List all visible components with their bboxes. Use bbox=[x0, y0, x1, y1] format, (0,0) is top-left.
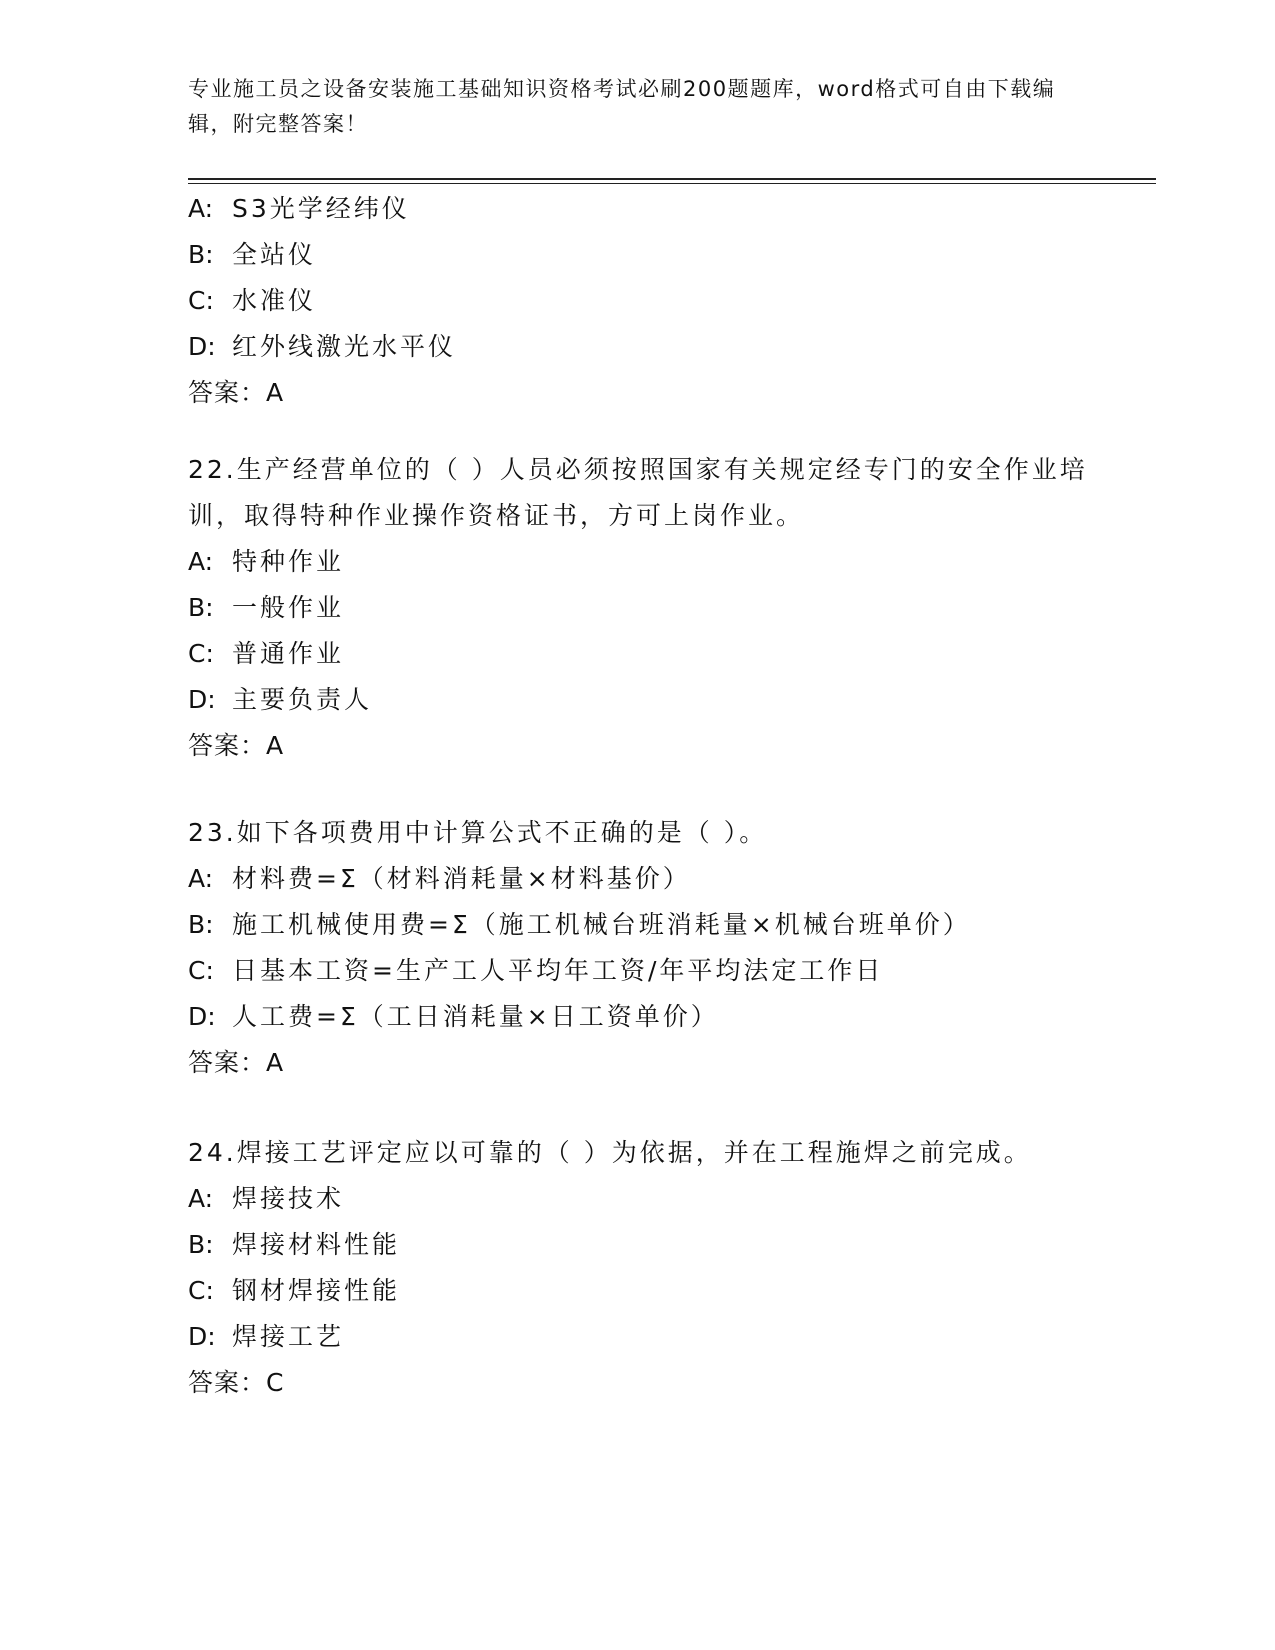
option-b: B: 一般作业 bbox=[188, 593, 345, 622]
header-divider bbox=[188, 178, 1156, 180]
option-c: C: 普通作业 bbox=[188, 639, 345, 668]
question-stem: 23.如下各项费用中计算公式不正确的是（ ）。 bbox=[188, 818, 768, 847]
option-a: A: 特种作业 bbox=[188, 547, 345, 576]
question-23 bbox=[188, 810, 1088, 1086]
option-d: D: 主要负责人 bbox=[188, 685, 373, 714]
question-stem: 22.生产经营单位的（ ）人员必须按照国家有关规定经专门的安全作业培训，取得特种作业操作资格证书，方可上岗作业。 bbox=[188, 455, 1088, 530]
option-d: D: 焊接工艺 bbox=[188, 1322, 345, 1351]
question-22 bbox=[188, 447, 1088, 769]
answer: 答案：A bbox=[188, 1048, 285, 1077]
answer: 答案：A bbox=[188, 731, 285, 760]
option-c: C: 钢材焊接性能 bbox=[188, 1276, 401, 1305]
option-b: B: 施工机械使用费=Σ（施工机械台班消耗量×机械台班单价） bbox=[188, 910, 971, 939]
option-a: A: S3光学经纬仪 bbox=[188, 194, 410, 223]
answer: 答案：A bbox=[188, 378, 285, 407]
option-b: B: 焊接材料性能 bbox=[188, 1230, 401, 1259]
option-d: D: 人工费=Σ（工日消耗量×日工资单价） bbox=[188, 1002, 719, 1031]
header-divider-thin bbox=[188, 183, 1156, 184]
document-header: 专业施工员之设备安装施工基础知识资格考试必刷200题题库，word格式可自由下载编辑，附完整答案！ bbox=[188, 77, 1056, 136]
question-24 bbox=[188, 1130, 1088, 1406]
answer: 答案：C bbox=[188, 1368, 285, 1397]
question-21 bbox=[188, 186, 1088, 416]
option-b: B: 全站仪 bbox=[188, 240, 317, 269]
option-c: C: 日基本工资=生产工人平均年工资/年平均法定工作日 bbox=[188, 956, 884, 985]
question-stem: 24.焊接工艺评定应以可靠的（ ）为依据，并在工程施焊之前完成。 bbox=[188, 1138, 1032, 1167]
option-d: D: 红外线激光水平仪 bbox=[188, 332, 457, 361]
option-a: A: 焊接技术 bbox=[188, 1184, 345, 1213]
option-c: C: 水准仪 bbox=[188, 286, 317, 315]
option-a: A: 材料费=Σ（材料消耗量×材料基价） bbox=[188, 864, 691, 893]
